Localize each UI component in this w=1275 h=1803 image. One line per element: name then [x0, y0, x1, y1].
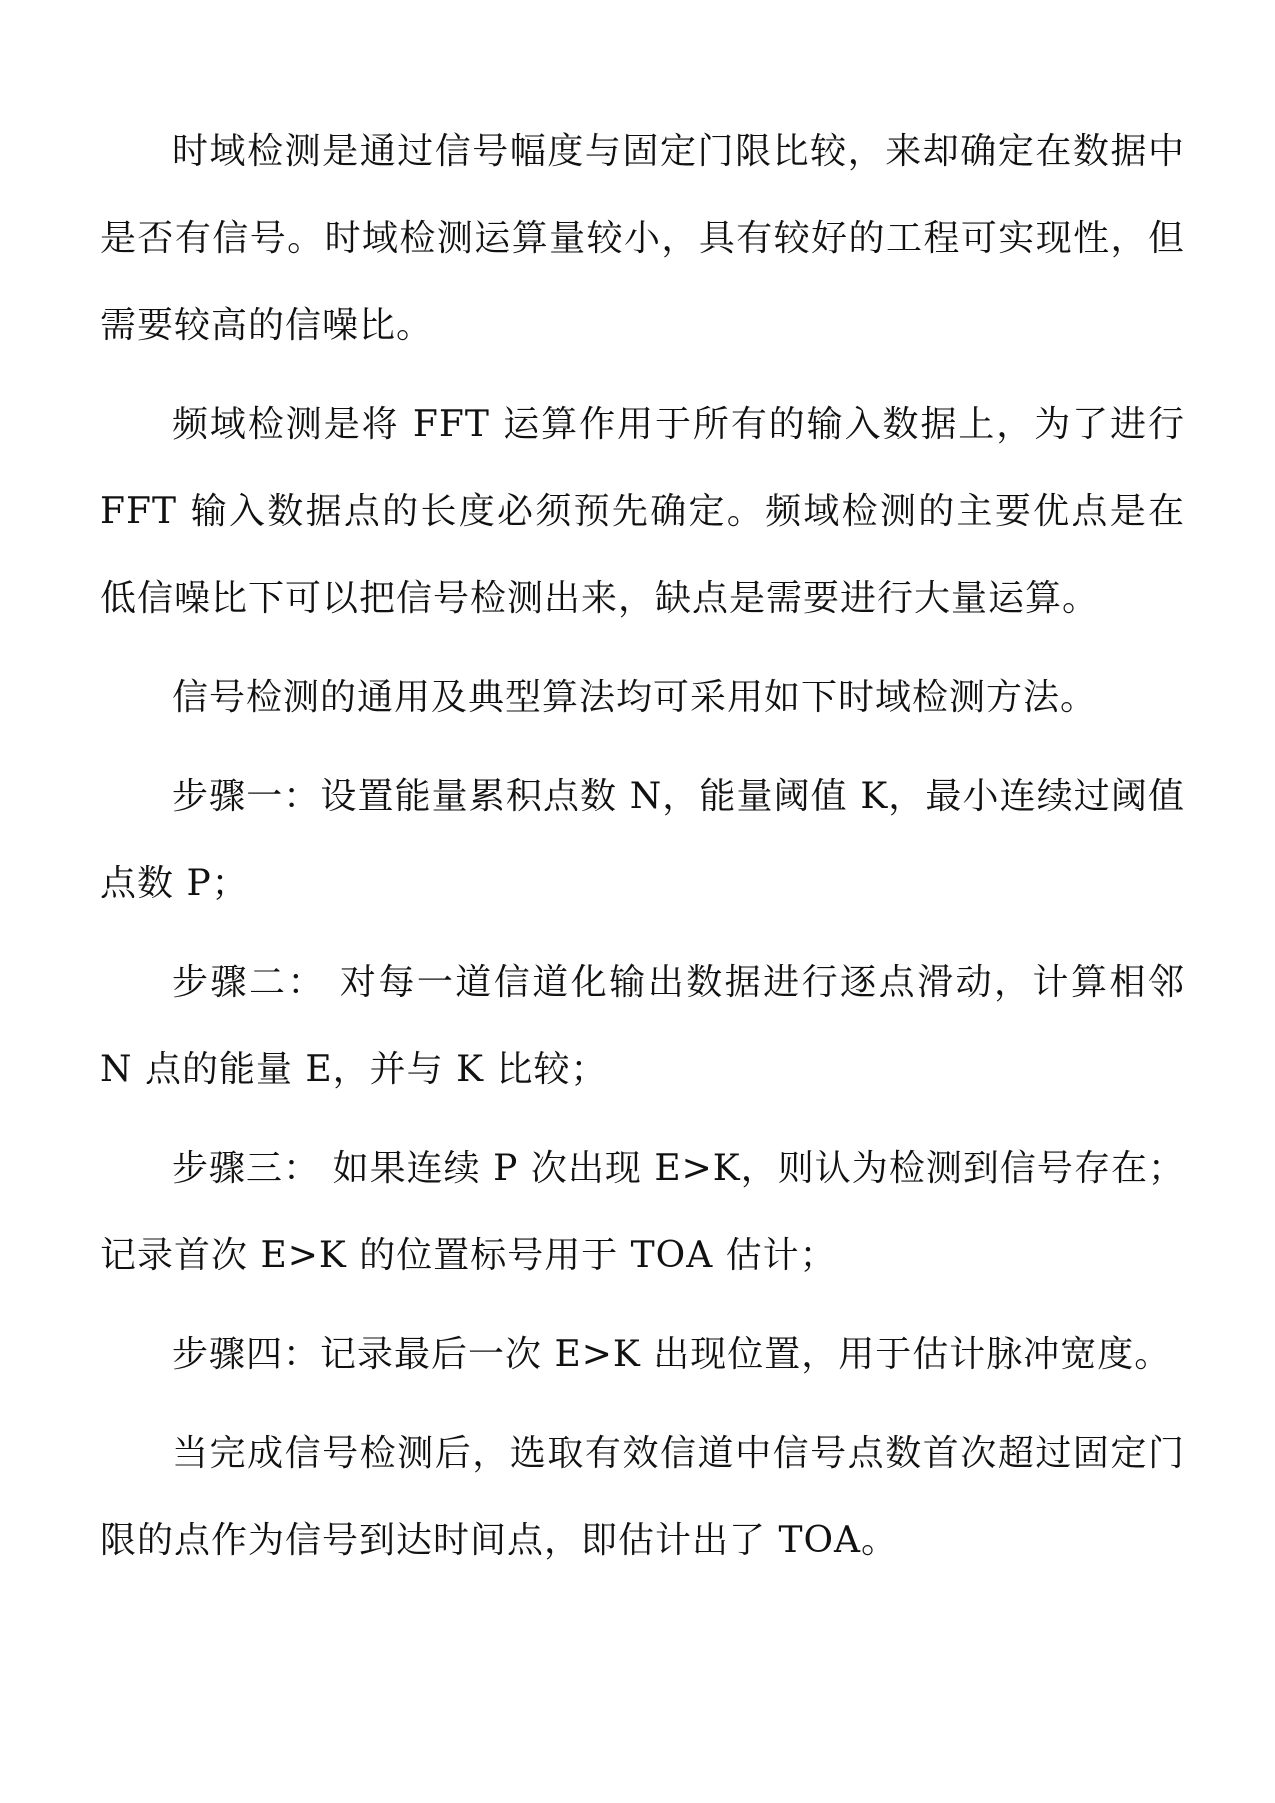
paragraph-frequency-domain-detection: 频域检测是将 FFT 运算作用于所有的输入数据上，为了进行 FFT 输入数据点的长度必须预先确定。频域检测的主要优点是在低信噪比下可以把信号检测出来，缺点是需要进行大量运算。: [100, 404, 1185, 619]
paragraph-toa-estimation: 当完成信号检测后，选取有效信道中信号点数首次超过固定门限的点作为信号到达时间点，即估计出了 TOA。: [100, 1433, 1185, 1561]
paragraph-step-three: 步骤三： 如果连续 P 次出现 E>K，则认为检测到信号存在；记录首次 E>K 的位置标号用于 TOA 估计；: [100, 1148, 1185, 1276]
paragraph-step-two: 步骤二： 对每一道信道化输出数据进行逐点滑动，计算相邻 N 点的能量 E，并与 K 比较；: [100, 962, 1185, 1090]
document-body: [100, 108, 1185, 1596]
paragraph-step-four: 步骤四：记录最后一次 E>K 出现位置，用于估计脉冲宽度。: [172, 1334, 1172, 1375]
paragraph-detection-method-intro: 信号检测的通用及典型算法均可采用如下时域检测方法。: [172, 677, 1098, 718]
paragraph-step-one: 步骤一：设置能量累积点数 N，能量阈值 K，最小连续过阈值点数 P；: [100, 776, 1185, 904]
paragraph-time-domain-detection: 时域检测是通过信号幅度与固定门限比较，来却确定在数据中是否有信号。时域检测运算量较小，具有较好的工程可实现性，但需要较高的信噪比。: [100, 131, 1185, 346]
